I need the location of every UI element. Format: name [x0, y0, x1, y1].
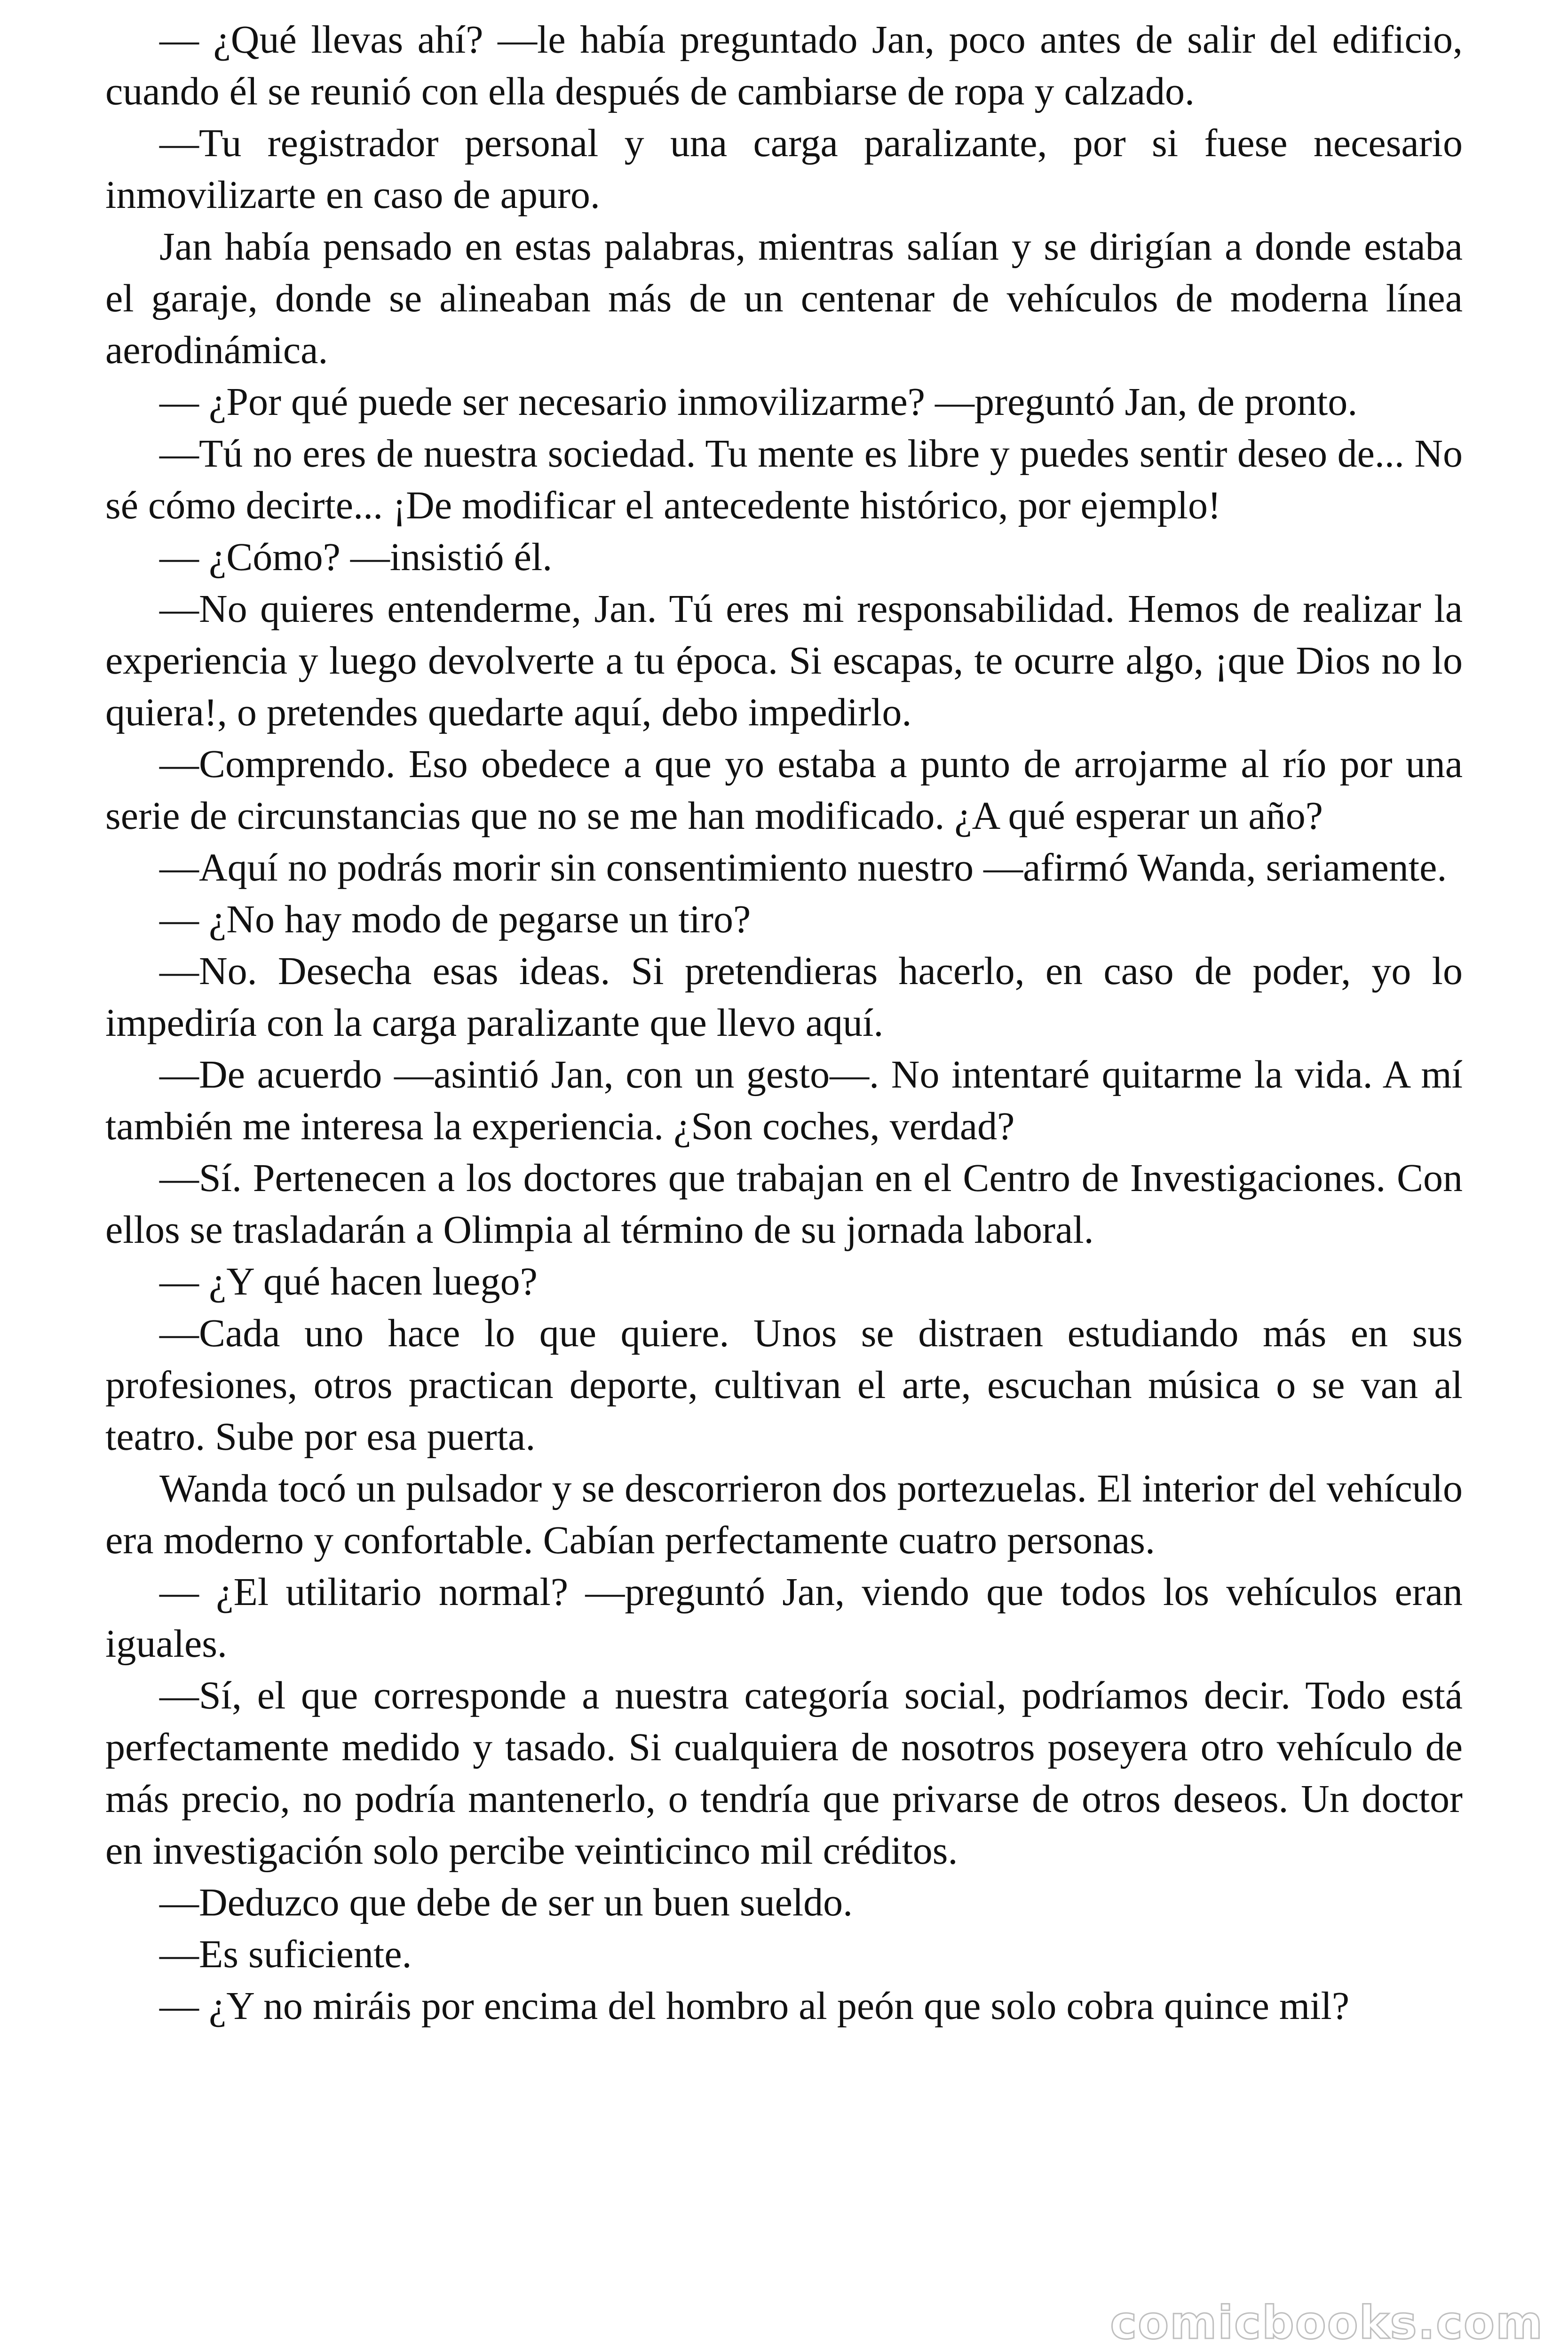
paragraph: — ¿Y qué hacen luego?: [159, 1260, 538, 1303]
paragraph: — ¿Y no miráis por encima del hombro al peón que solo cobra quince mil?: [159, 1984, 1350, 2028]
paragraph: —No. Desecha esas ideas. Si pretendieras hacerlo, en caso de poder, yo lo impediría con la carga paralizante que llevo aquí.: [105, 949, 1463, 1045]
paragraph: Jan había pensado en estas palabras, mientras salían y se dirigían a donde estaba el garaje, donde se alineaban más de un centenar de vehículos de moderna línea aerodinámica.: [105, 225, 1463, 372]
watermark: comicbooks.com: [1110, 2296, 1544, 2349]
paragraph: —Deduzco que debe de ser un buen sueldo.: [159, 1881, 853, 1924]
paragraph: —No quieres entenderme, Jan. Tú eres mi responsabilidad. Hemos de realizar la experiencia y luego devolverte a tu época. Si escapas, te ocurre algo, ¡que Dios no lo quiera!, o pretendes quedarte aquí, debo impedirlo.: [105, 587, 1463, 734]
paragraph: — ¿El utilitario normal? —preguntó Jan, viendo que todos los vehículos eran iguales.: [105, 1570, 1463, 1666]
paragraph: —Sí. Pertenecen a los doctores que trabajan en el Centro de Investigaciones. Con ellos se trasladarán a Olimpia al término de su jornada laboral.: [105, 1156, 1463, 1252]
paragraph: — ¿Por qué puede ser necesario inmovilizarme? —preguntó Jan, de pronto.: [159, 380, 1358, 424]
document-page: [105, 14, 1463, 2032]
paragraph: —Tú no eres de nuestra sociedad. Tu mente es libre y puedes sentir deseo de... No sé cómo decirte... ¡De modificar el antecedente histórico, por ejemplo!: [105, 432, 1463, 527]
paragraph: —Es suficiente.: [159, 1932, 412, 1976]
paragraph: Wanda tocó un pulsador y se descorrieron dos portezuelas. El interior del vehículo era moderno y confortable. Cabían perfectamente cuatro personas.: [105, 1467, 1463, 1562]
paragraph: —De acuerdo —asintió Jan, con un gesto—. No intentaré quitarme la vida. A mí también me interesa la experiencia. ¿Son coches, verdad?: [105, 1053, 1463, 1148]
paragraph: —Cada uno hace lo que quiere. Unos se distraen estudiando más en sus profesiones, otros practican deporte, cultivan el arte, escuchan música o se van al teatro. Sube por esa puerta.: [105, 1311, 1463, 1459]
paragraph: —Comprendo. Eso obedece a que yo estaba a punto de arrojarme al río por una serie de circunstancias que no se me han modificado. ¿A qué esperar un año?: [105, 742, 1463, 838]
paragraph: —Aquí no podrás morir sin consentimiento nuestro —afirmó Wanda, seriamente.: [159, 846, 1447, 890]
paragraph: —Tu registrador personal y una carga paralizante, por si fuese necesario inmovilizarte en caso de apuro.: [105, 121, 1463, 217]
paragraph: — ¿No hay modo de pegarse un tiro?: [159, 898, 751, 941]
paragraph: — ¿Cómo? —insistió él.: [159, 535, 553, 579]
paragraph: —Sí, el que corresponde a nuestra categoría social, podríamos decir. Todo está perfectamente medido y tasado. Si cualquiera de nosotros poseyera otro vehículo de más precio, no podría mantenerlo, o tendría que privarse de otros deseos. Un doctor en investigación solo percibe veinticinco mil créditos.: [105, 1674, 1463, 1873]
paragraph: — ¿Qué llevas ahí? —le había preguntado Jan, poco antes de salir del edificio, cuando él se reunió con ella después de cambiarse de ropa y calzado.: [105, 18, 1463, 113]
